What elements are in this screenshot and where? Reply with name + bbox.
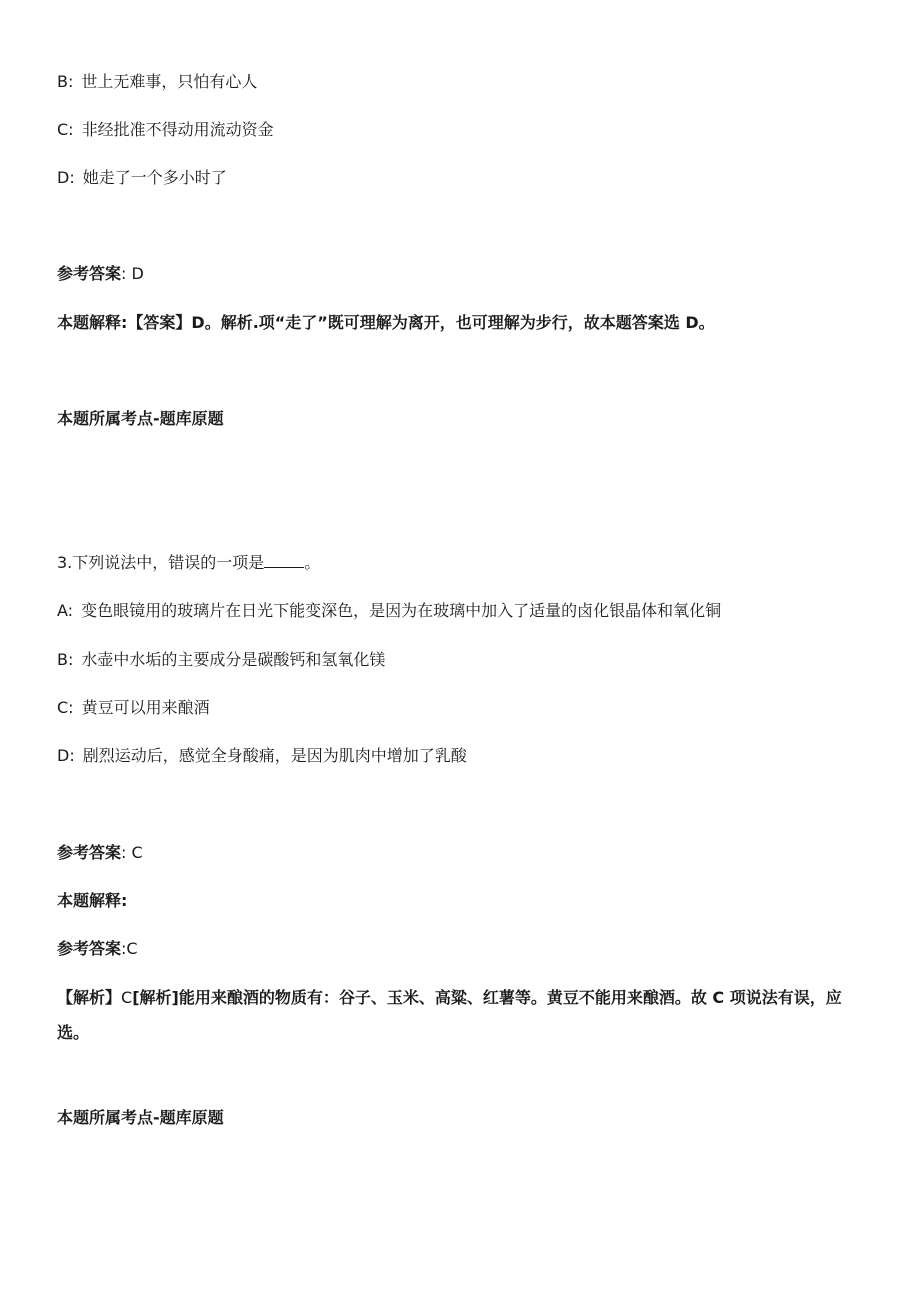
answer-blank — [264, 553, 304, 568]
q3-explanation — [57, 890, 127, 912]
explanation-text: :【答案】D。解析.项“走了”既可理解为离开，也可理解为步行，故本题答案选 D。 — [121, 313, 715, 332]
q3-option-d — [57, 745, 467, 767]
option-letter: B: — [57, 650, 74, 669]
answer-label: 参考答案 — [57, 264, 122, 283]
analysis-label: 【解析】 — [57, 988, 122, 1007]
option-text: 她走了一个多小时了 — [82, 168, 227, 187]
q2-option-c — [57, 119, 274, 141]
option-letter: A: — [57, 601, 74, 620]
q3-stem — [57, 552, 320, 574]
q3-answer-repeat — [57, 938, 138, 960]
q3-option-a — [57, 600, 721, 622]
option-text: 非经批准不得动用流动资金 — [81, 120, 274, 139]
option-text: 黄豆可以用来酿酒 — [81, 698, 210, 717]
explanation-label: 本题解释 — [57, 891, 122, 910]
answer-value: :C — [121, 939, 138, 958]
q2-option-b — [57, 71, 257, 93]
q3-analysis — [57, 980, 857, 1050]
option-letter: B: — [57, 72, 74, 91]
option-letter: C: — [57, 120, 74, 139]
stem-text: 3.下列说法中，错误的一项是 — [57, 553, 265, 572]
q2-answer — [57, 263, 144, 285]
answer-label: 参考答案 — [57, 939, 122, 958]
stem-end: 。 — [304, 553, 321, 572]
q2-option-d — [57, 167, 227, 189]
answer-value: : C — [121, 843, 143, 862]
option-letter: D: — [57, 168, 75, 187]
option-text: 剧烈运动后，感觉全身酸痛，是因为肌肉中增加了乳酸 — [82, 746, 467, 765]
analysis-text: [解析]能用来酿酒的物质有：谷子、玉米、高粱、红薯等。黄豆不能用来酿酒。故 C 项说法有误，应选。 — [57, 988, 842, 1042]
q3-topic: 本题所属考点-题库原题 — [57, 1108, 224, 1127]
option-text: 世上无难事，只怕有心人 — [81, 72, 258, 91]
option-letter: C: — [57, 698, 74, 717]
analysis-answer-letter: C — [121, 988, 133, 1007]
answer-value: : D — [121, 264, 144, 283]
explanation-colon: : — [121, 891, 128, 910]
option-text: 变色眼镜用的玻璃片在日光下能变深色，是因为在玻璃中加入了适量的卤化银晶体和氧化铜 — [81, 601, 722, 620]
q3-option-b — [57, 649, 385, 671]
explanation-label: 本题解释 — [57, 313, 122, 332]
q2-explanation — [57, 312, 715, 334]
q3-option-c — [57, 697, 210, 719]
option-text: 水壶中水垢的主要成分是碳酸钙和氢氧化镁 — [81, 650, 386, 669]
q2-topic: 本题所属考点-题库原题 — [57, 409, 224, 428]
answer-label: 参考答案 — [57, 843, 122, 862]
option-letter: D: — [57, 746, 75, 765]
q3-answer — [57, 842, 143, 864]
